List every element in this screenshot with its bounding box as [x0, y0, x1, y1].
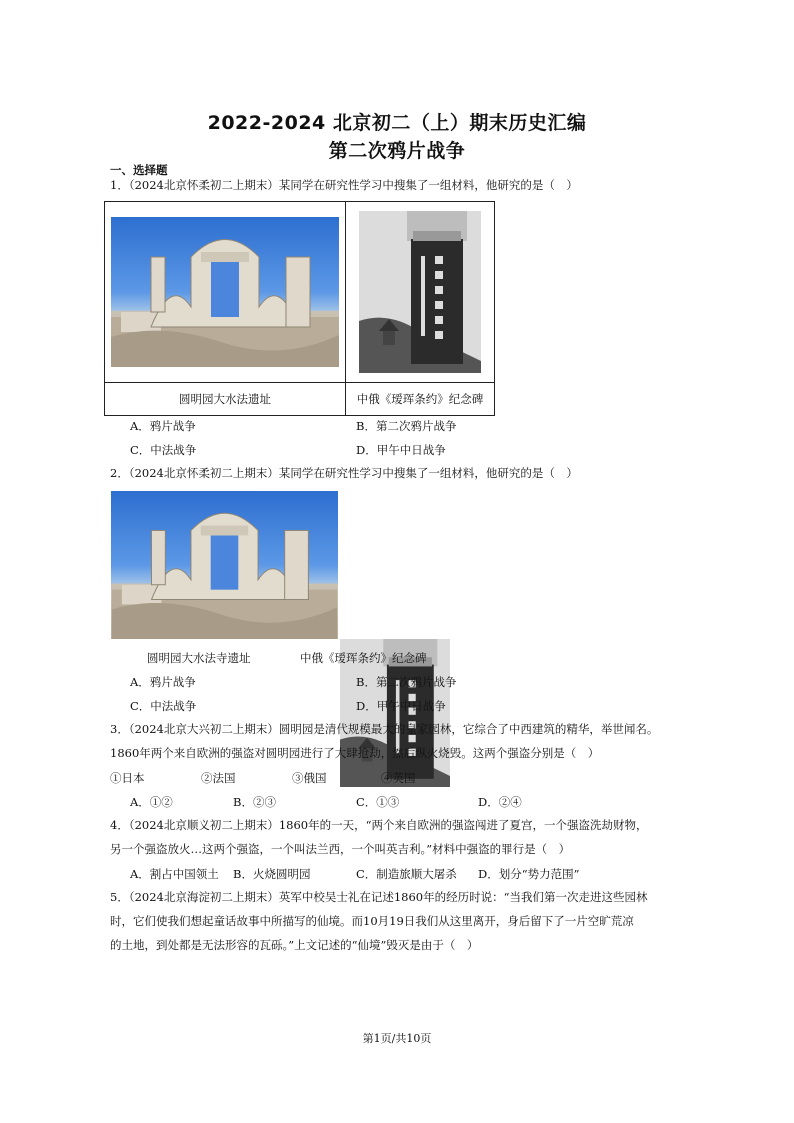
q1-option-c[interactable]: C．中法战争 [130, 443, 197, 457]
q3-item-4: ④英国 [381, 771, 416, 785]
q3-option-a[interactable]: A．①② [130, 795, 173, 809]
q4-option-b[interactable]: B．火烧圆明园 [233, 867, 311, 881]
q5-line1: 5．（2024北京海淀初二上期末）英军中校吴士礼在记述1860年的经历时说：“当我们第一次走进这些园林 [110, 890, 648, 904]
q3-line1: 3．（2024北京大兴初二上期末）圆明园是清代规模最大的皇家园林，它综合了中西建筑的精华，举世闻名。 [110, 722, 659, 736]
q1-caption-right: 中俄《瑷珲条约》纪念碑 [346, 383, 495, 416]
q3-option-c[interactable]: C．①③ [356, 795, 400, 809]
q2-option-c[interactable]: C．中法战争 [130, 699, 197, 713]
q2-caption-left: 圆明园大水法寺遗址 [147, 651, 251, 665]
q3-option-b[interactable]: B．②③ [233, 795, 276, 809]
q4-option-d[interactable]: D．划分“势力范围” [478, 867, 580, 881]
q1-option-d[interactable]: D．甲午中日战争 [356, 443, 446, 457]
q1-image-table [104, 201, 495, 416]
q1-option-b[interactable]: B．第二次鸦片战争 [356, 419, 457, 433]
page-title: 2022-2024 北京初二（上）期末历史汇编 [207, 112, 587, 134]
section-heading: 一、选择题 [110, 163, 168, 177]
q3-line2: 1860年两个来自欧洲的强盗对圆明园进行了大肆抢劫，然后纵火烧毁。这两个强盗分别是（ ） [110, 746, 600, 760]
page-subtitle: 第二次鸦片战争 [328, 140, 466, 162]
q1-option-a[interactable]: A．鸦片战争 [130, 419, 196, 433]
q3-option-d[interactable]: D．②④ [478, 795, 522, 809]
q1-caption-left: 圆明园大水法遗址 [105, 383, 346, 416]
q1-text: 1．（2024北京怀柔初二上期末）某同学在研究性学习中搜集了一组材料，他研究的是（ ） [110, 178, 578, 192]
q3-item-3: ③俄国 [292, 771, 327, 785]
q5-line2: 时，它们使我们想起童话故事中所描写的仙境。而10月19日我们从这里离开，身后留下了一片空旷荒凉 [110, 914, 634, 928]
yuanmingyuan-ruins-photo [111, 217, 339, 367]
q2-option-d[interactable]: D．甲午中日战争 [356, 699, 446, 713]
aihui-treaty-monument-photo [359, 211, 481, 373]
q3-item-1: ①日本 [110, 771, 145, 785]
q2-ruins-photo [111, 491, 338, 639]
q4-option-a[interactable]: A．割占中国领土 [130, 867, 219, 881]
q2-option-b[interactable]: B．第二次鸦片战争 [356, 675, 457, 689]
q4-line2: 另一个强盗放火…这两个强盗，一个叫法兰西，一个叫英吉利。”材料中强盗的罪行是（ ） [110, 842, 571, 856]
q2-caption-right: 中俄《瑷珲条约》纪念碑 [300, 651, 427, 665]
q2-text: 2．（2024北京怀柔初二上期末）某同学在研究性学习中搜集了一组材料，他研究的是（ ） [110, 466, 578, 480]
q4-option-c[interactable]: C．制造旅顺大屠杀 [356, 867, 457, 881]
q5-line3: 的土地，到处都是无法形容的瓦砾。”上文记述的“仙境”毁灭是由于（ ） [110, 938, 479, 952]
page-footer: 第1页/共10页 [362, 1032, 432, 1045]
q3-item-2: ②法国 [201, 771, 236, 785]
q4-line1: 4．（2024北京顺义初二上期末）1860年的一天，“两个来自欧洲的强盗闯进了夏宫，一个强盗洗劫财物， [110, 818, 648, 832]
q2-option-a[interactable]: A．鸦片战争 [130, 675, 196, 689]
